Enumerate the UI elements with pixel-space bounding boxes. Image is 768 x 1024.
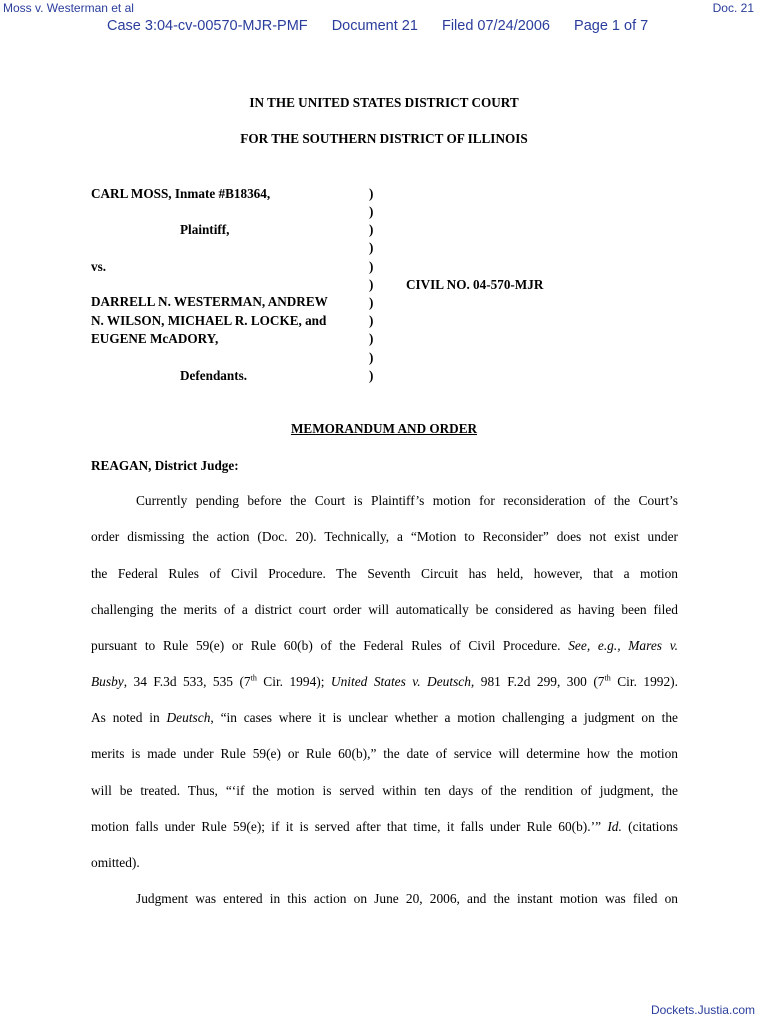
body-line: the Federal Rules of Civil Procedure. The Seventh Circuit has held, however, that a motion	[91, 566, 678, 581]
body-line: merits is made under Rule 59(e) or Rule 60(b),” the date of service will determine how the motion	[91, 746, 678, 761]
citation: Deutsch	[166, 710, 211, 725]
court-district: FOR THE SOUTHERN DISTRICT OF ILLINOIS	[240, 131, 528, 146]
case-title-link[interactable]: Moss v. Westerman et al	[3, 1, 134, 15]
citation: See, e.g., Mares v.	[568, 638, 678, 653]
citation: Id.	[607, 819, 622, 834]
body-text: , 34 F.3d 533, 535 (7	[123, 674, 251, 689]
body-text: (citations	[621, 819, 678, 834]
body-line: challenging the merits of a district court order will automatically be considered as having been filed	[91, 602, 678, 617]
body-line	[91, 710, 678, 726]
caption-paren: )	[369, 186, 374, 201]
judge-heading: REAGAN, District Judge:	[91, 458, 239, 473]
defendants-label: Defendants.	[180, 368, 248, 383]
body-text: motion falls under Rule 59(e); if it is served after that time, it falls under Rule 60(b).’”	[91, 819, 602, 834]
citation: United States v. Deutsch,	[330, 674, 475, 689]
body-text: As noted in	[91, 710, 160, 725]
caption-paren: )	[369, 240, 374, 255]
document-number: Document 21	[331, 18, 418, 34]
caption-paren: )	[369, 277, 374, 292]
body-line: Currently pending before the Court is Plaintiff’s motion for reconsideration of the Court’s	[136, 493, 678, 508]
body-text: pursuant to Rule 59(e) or Rule 60(b) of the Federal Rules of Civil Procedure.	[91, 638, 561, 653]
citation: Busby	[91, 674, 124, 689]
defendants-line-3: EUGENE McADORY,	[91, 331, 219, 346]
page-indicator: Page 1 of 7	[574, 18, 649, 34]
body-text: Cir. 1992).	[610, 674, 678, 689]
body-line: order dismissing the action (Doc. 20). Technically, a “Motion to Reconsider” does not exist under	[91, 529, 678, 544]
caption-paren: )	[369, 331, 374, 346]
body-line: omitted).	[91, 855, 140, 870]
case-number: Case 3:04-cv-00570-MJR-PMF	[107, 18, 308, 34]
body-line: Judgment was entered in this action on June 20, 2006, and the instant motion was filed on	[136, 891, 678, 906]
superscript: th	[604, 673, 611, 683]
caption-paren: )	[369, 350, 374, 365]
plaintiff-name: CARL MOSS, Inmate #B18364,	[91, 186, 271, 201]
body-line: will be treated. Thus, “‘if the motion is served within ten days of the rendition of judgment, the	[91, 783, 678, 798]
case-header	[107, 18, 668, 34]
filed-date: Filed 07/24/2006	[441, 18, 550, 34]
body-line	[91, 674, 678, 690]
caption-paren: )	[369, 259, 374, 274]
footer-link[interactable]: Dockets.Justia.com	[650, 1003, 755, 1017]
caption-paren: )	[369, 313, 374, 328]
caption-paren: )	[369, 295, 374, 310]
document-title: MEMORANDUM AND ORDER	[290, 421, 478, 436]
body-line	[91, 638, 678, 654]
body-text: Cir. 1994);	[256, 674, 325, 689]
doc-number-link[interactable]: Doc. 21	[712, 1, 754, 15]
defendants-line-1: DARRELL N. WESTERMAN, ANDREW	[91, 294, 328, 309]
caption-paren: )	[369, 204, 374, 219]
body-text: 981 F.2d 299, 300 (7	[474, 674, 605, 689]
body-text: , “in cases where it is unclear whether a motion challenging a judgment on the	[210, 710, 678, 725]
civil-number: CIVIL NO. 04-570-MJR	[406, 277, 544, 292]
plaintiff-label: Plaintiff,	[180, 222, 230, 237]
defendants-line-2: N. WILSON, MICHAEL R. LOCKE, and	[91, 313, 327, 328]
superscript: th	[250, 673, 257, 683]
caption-paren: )	[369, 368, 374, 383]
body-line	[91, 819, 678, 835]
caption-paren: )	[369, 222, 374, 237]
versus: vs.	[91, 259, 107, 274]
court-name: IN THE UNITED STATES DISTRICT COURT	[249, 95, 519, 110]
